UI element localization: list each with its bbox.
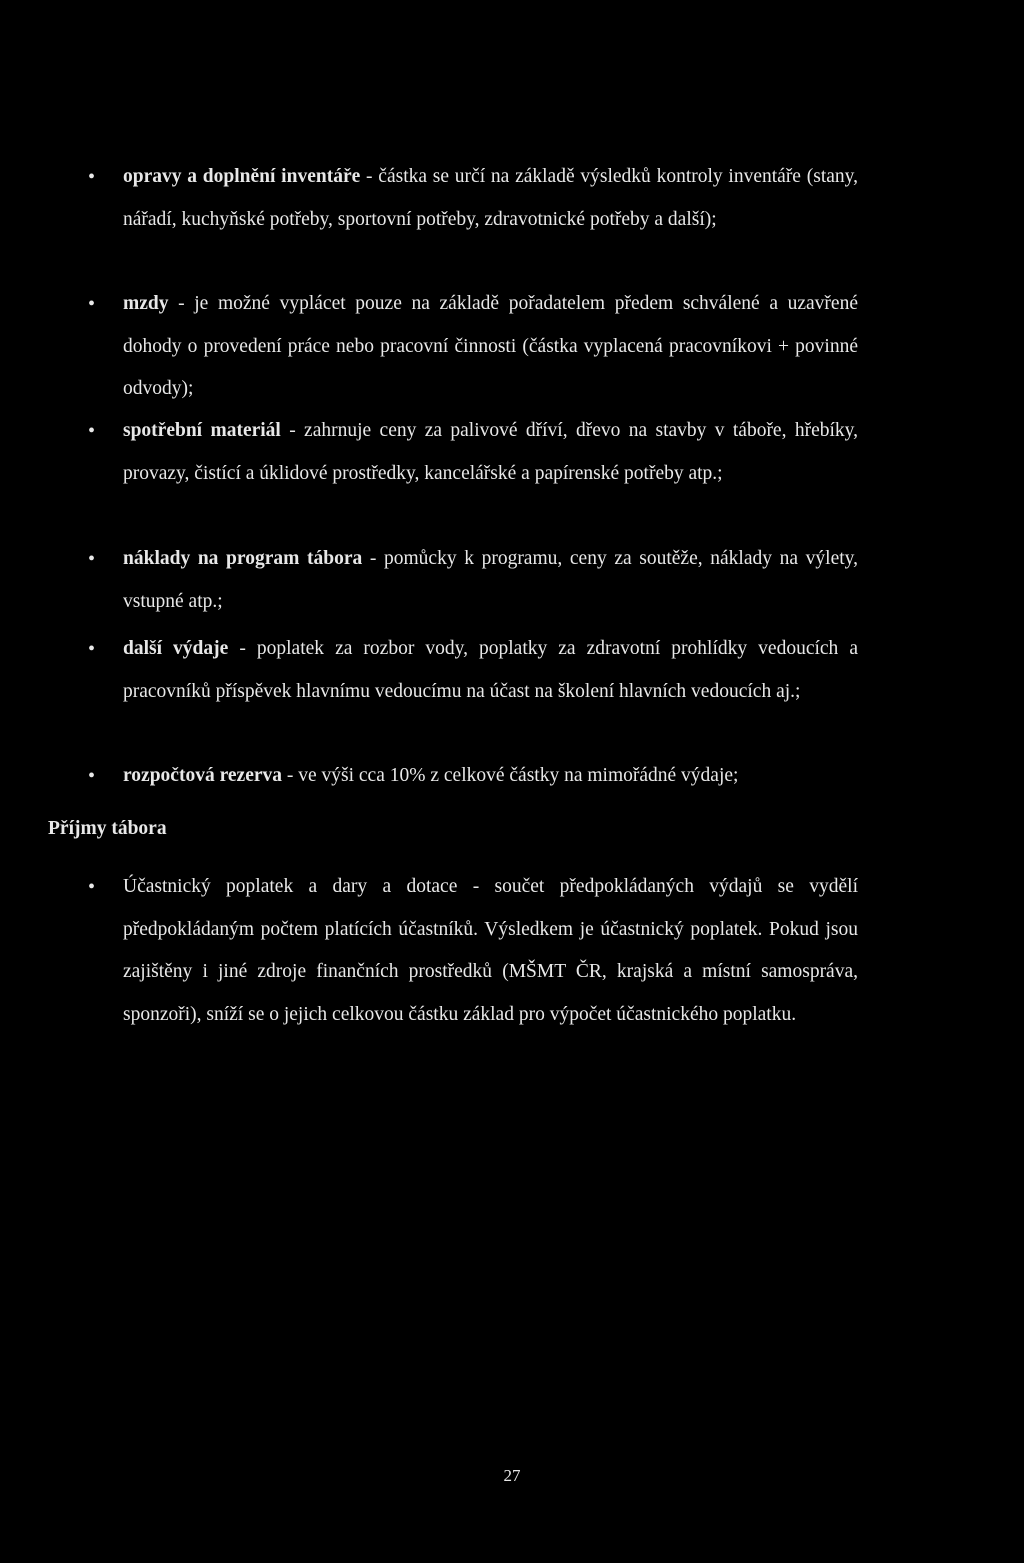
item-text: - poplatek za rozbor vody, poplatky za zdravotní prohlídky vedoucích a pracovníků příspěvek hlavnímu vedoucímu na účast na školení hlavních vedoucích aj.; — [123, 638, 858, 702]
income-item — [123, 866, 858, 1036]
item-text: - částka se určí na základě výsledků kontroly inventáře (stany, nářadí, kuchyňské potřeby, sportovní potřeby, zdravotnické potřeby a další); — [123, 166, 858, 230]
bullet-icon: • — [88, 876, 96, 898]
list-item — [123, 410, 858, 495]
list-item — [123, 283, 858, 411]
item-term: mzdy — [123, 293, 169, 314]
item-term: další výdaje — [123, 638, 229, 659]
page-number: 27 — [503, 1466, 521, 1485]
item-text: - je možné vyplácet pouze na základě pořadatelem předem schválené a uzavřené dohody o provedení práce nebo pracovní činnosti (částka vyplacená pracovníkovi + povinné odvody); — [123, 293, 858, 399]
section-heading: Příjmy tábora — [48, 818, 167, 839]
item-term: opravy a doplnění inventáře — [123, 166, 361, 187]
bullet-icon: • — [88, 420, 96, 442]
item-text: - ve výši cca 10% z celkové částky na mimořádné výdaje; — [282, 765, 739, 786]
item-term: spotřební materiál — [123, 420, 281, 441]
bullet-icon: • — [88, 293, 96, 315]
bullet-icon: • — [88, 765, 96, 787]
item-text: - zahrnuje ceny za palivové dříví, dřevo na stavby v táboře, hřebíky, provazy, čistící a úklidové prostředky, kancelářské a papírenské potřeby atp.; — [123, 420, 858, 484]
bullet-icon: • — [88, 638, 96, 660]
list-item — [123, 156, 858, 241]
item-term: náklady na program tábora — [123, 548, 363, 569]
list-item — [123, 755, 858, 798]
income-item-text: Účastnický poplatek a dary a dotace - součet předpokládaných výdajů se vydělí předpokládaným počtem platících účastníků. Výsledkem je účastnický poplatek. Pokud jsou zajištěny i jiné zdroje finančních prostředků (MŠMT ČR, krajská a místní samospráva, sponzoři), sníží se o jejich celkovou částku základ pro výpočet účastnického poplatku. — [123, 876, 858, 1025]
list-item — [123, 538, 858, 623]
bullet-icon: • — [88, 548, 96, 570]
item-text: - pomůcky k programu, ceny za soutěže, náklady na výlety, vstupné atp.; — [123, 548, 858, 612]
bullet-icon: • — [88, 166, 96, 188]
item-term: rozpočtová rezerva — [123, 765, 282, 786]
list-item — [123, 628, 858, 713]
